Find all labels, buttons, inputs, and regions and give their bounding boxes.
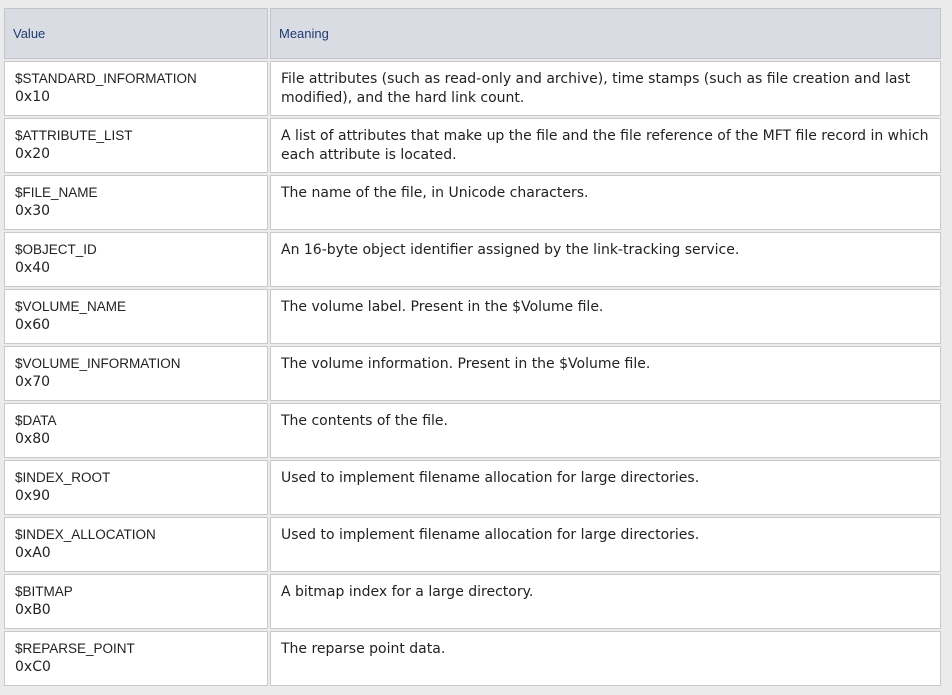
meaning-cell (270, 61, 941, 116)
attribute-name: $BITMAP (15, 584, 73, 599)
table-header-row (4, 8, 941, 59)
meaning-cell (270, 346, 941, 401)
attribute-name: $DATA (15, 413, 57, 428)
attribute-name: $STANDARD_INFORMATION (15, 71, 197, 86)
attribute-meaning: A list of attributes that make up the file and the file reference of the MFT file record in which each attribute is located. (281, 128, 929, 163)
attribute-meaning: The volume label. Present in the $Volume file. (281, 299, 604, 315)
table-row (4, 232, 941, 287)
attribute-meaning: The reparse point data. (281, 641, 446, 657)
attribute-code: 0xB0 (15, 602, 51, 618)
attribute-type-table (2, 6, 943, 688)
value-cell (4, 232, 268, 287)
attribute-meaning: File attributes (such as read-only and archive), time stamps (such as file creation and last modified), and the hard link count. (281, 71, 911, 106)
table-row (4, 574, 941, 629)
value-cell (4, 403, 268, 458)
attribute-meaning: Used to implement filename allocation for large directories. (281, 527, 700, 543)
attribute-name: $VOLUME_NAME (15, 299, 127, 314)
attribute-name: $INDEX_ALLOCATION (15, 527, 156, 542)
table-row (4, 118, 941, 173)
attribute-name: $VOLUME_INFORMATION (15, 356, 181, 371)
attribute-code: 0x60 (15, 317, 51, 333)
column-header-value: Value (4, 8, 268, 59)
meaning-cell (270, 232, 941, 287)
table-row (4, 517, 941, 572)
meaning-cell (270, 517, 941, 572)
meaning-cell (270, 631, 941, 686)
attribute-code: 0x90 (15, 488, 51, 504)
attribute-meaning: Used to implement filename allocation for large directories. (281, 470, 700, 486)
table-row (4, 631, 941, 686)
attribute-meaning: The volume information. Present in the $Volume file. (281, 356, 651, 372)
meaning-cell (270, 289, 941, 344)
value-cell (4, 175, 268, 230)
attribute-code: 0x20 (15, 146, 51, 162)
attribute-meaning: An 16-byte object identifier assigned by the link-tracking service. (281, 242, 740, 258)
value-cell (4, 574, 268, 629)
attribute-name: $OBJECT_ID (15, 242, 97, 257)
table-row (4, 289, 941, 344)
meaning-cell (270, 118, 941, 173)
attribute-name: $REPARSE_POINT (15, 641, 135, 656)
value-cell (4, 346, 268, 401)
attribute-name: $ATTRIBUTE_LIST (15, 128, 133, 143)
table-row (4, 403, 941, 458)
table-row (4, 175, 941, 230)
attribute-code: 0x40 (15, 260, 51, 276)
value-cell (4, 460, 268, 515)
attribute-meaning: The name of the file, in Unicode characters. (281, 185, 589, 201)
attribute-code: 0x70 (15, 374, 51, 390)
attribute-name: $FILE_NAME (15, 185, 98, 200)
value-cell (4, 118, 268, 173)
attribute-code: 0x80 (15, 431, 51, 447)
table-row (4, 346, 941, 401)
table-row (4, 61, 941, 116)
value-cell (4, 517, 268, 572)
attribute-code: 0xC0 (15, 659, 51, 675)
value-cell (4, 289, 268, 344)
attribute-meaning: The contents of the file. (281, 413, 448, 429)
meaning-cell (270, 403, 941, 458)
meaning-cell (270, 175, 941, 230)
attribute-code: 0xA0 (15, 545, 51, 561)
meaning-cell (270, 460, 941, 515)
attribute-name: $INDEX_ROOT (15, 470, 111, 485)
value-cell (4, 61, 268, 116)
meaning-cell (270, 574, 941, 629)
attribute-code: 0x10 (15, 89, 51, 105)
attribute-code: 0x30 (15, 203, 51, 219)
value-cell (4, 631, 268, 686)
attribute-meaning: A bitmap index for a large directory. (281, 584, 534, 600)
table-row (4, 460, 941, 515)
column-header-meaning: Meaning (270, 8, 941, 59)
